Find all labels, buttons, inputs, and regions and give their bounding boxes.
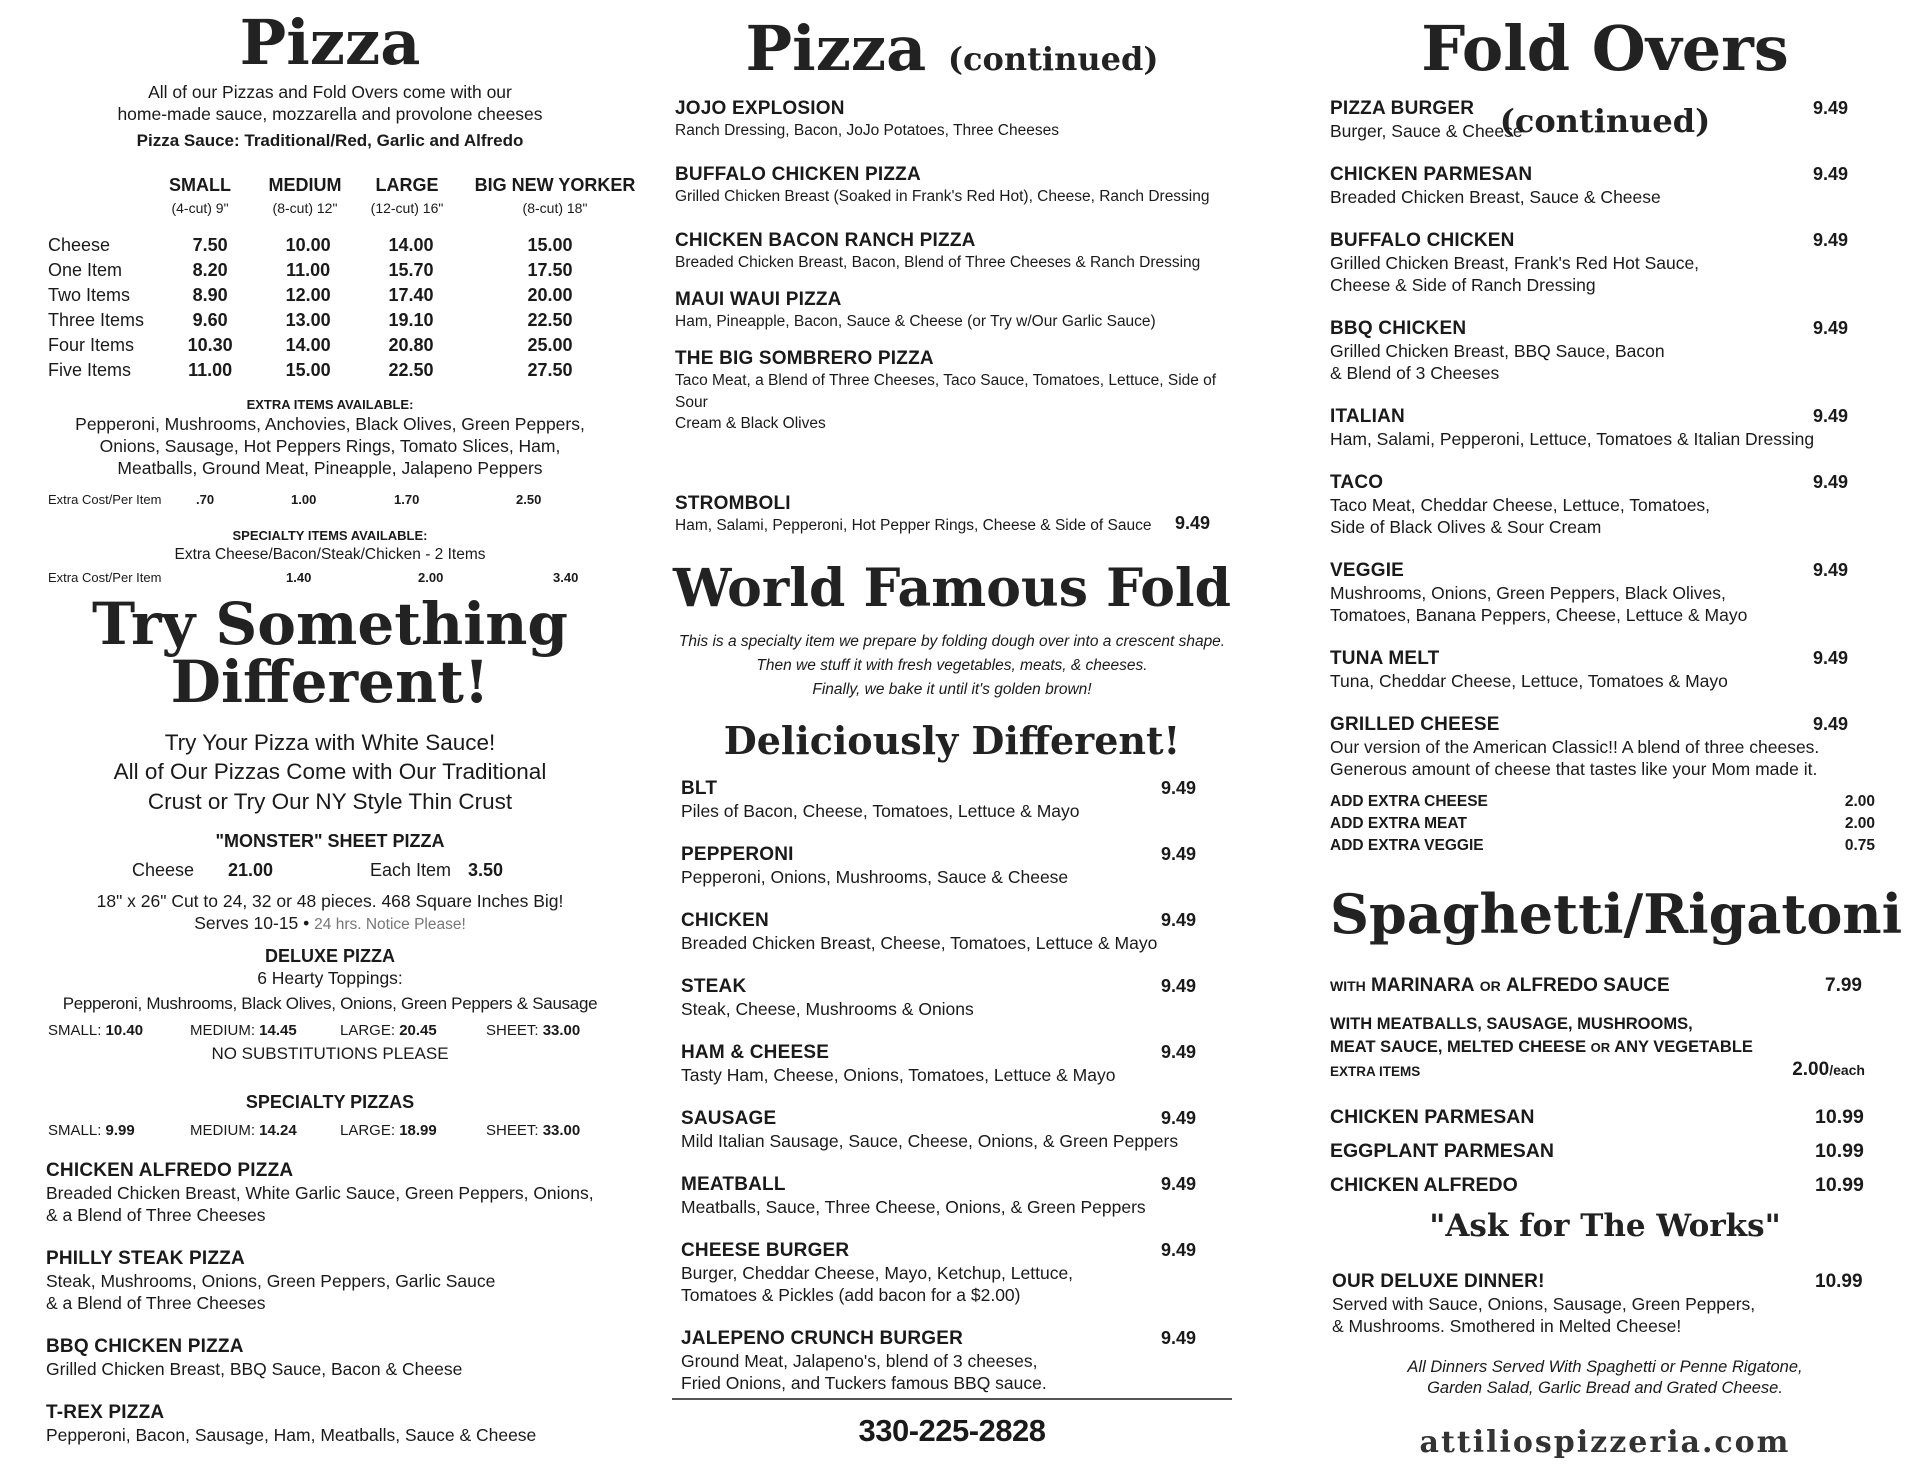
fold-over-item	[1330, 714, 1848, 802]
item-desc: & a Blend of Three Cheeses	[46, 1293, 266, 1314]
dinner-price: 10.99	[1815, 1174, 1864, 1196]
fold-list	[681, 778, 1196, 1394]
item-name: VEGGIE	[1330, 560, 1405, 581]
item-desc: & a Blend of Three Cheeses	[46, 1205, 266, 1226]
item-name: HAM & CHEESE	[681, 1042, 830, 1063]
item-desc: Side of Black Olives & Sour Cream	[1330, 517, 1602, 538]
price-cell: 14.00	[388, 235, 434, 255]
item-desc: Grilled Chicken Breast (Soaked in Frank's Red Hot), Cheese, Ranch Dressing	[675, 188, 1210, 205]
spaghetti-title: Spaghetti/Rigatoni	[1330, 882, 1903, 946]
try-line-1: Try Your Pizza with White Sauce!	[164, 730, 496, 755]
dinner-price: 10.99	[1815, 1140, 1864, 1162]
try-copy	[40, 728, 620, 816]
item-desc: Pepperoni, Onions, Mushrooms, Sauce & Cheese	[681, 867, 1069, 887]
addon-price: 2.00	[1844, 815, 1875, 832]
item-name: CHICKEN ALFREDO PIZZA	[46, 1160, 294, 1181]
try-line-2: All of Our Pizzas Come with Our Traditional	[113, 759, 547, 785]
fold-intro-line: This is a specialty item we prepare by folding dough over into a crescent shape.	[678, 633, 1226, 650]
size-big-new-yorker	[455, 175, 655, 216]
price-cell: 17.40	[388, 285, 434, 305]
item-price: 9.49	[1160, 910, 1196, 930]
item-name: BUFFALO CHICKEN	[1330, 230, 1515, 251]
dinner-name: EGGPLANT PARMESAN	[1330, 1140, 1554, 1162]
extra-cost-label: Extra Cost/Per Item	[48, 492, 162, 507]
addon-row	[1330, 815, 1875, 837]
size-name: MEDIUM	[268, 175, 342, 195]
item-name: TUNA MELT	[1330, 648, 1440, 669]
fold-intro	[672, 630, 1232, 702]
section-title-pizza-continued: Pizza (continued)	[745, 12, 1159, 85]
deluxe-small: SMALL: 10.40	[48, 1022, 144, 1039]
fold-over-item	[1330, 472, 1848, 560]
pizza-price-table	[48, 233, 640, 383]
specialty-item	[46, 1402, 646, 1452]
extra-cost-big: 2.50	[516, 492, 542, 507]
item-name: MAUI WAUI PIZZA	[675, 289, 842, 310]
price-cell: 25.00	[527, 335, 573, 355]
item-desc: Mild Italian Sausage, Sauce, Cheese, Onions, & Green Peppers	[681, 1131, 1179, 1151]
specialty-cost-large: 2.00	[418, 570, 444, 585]
price-cell: 11.00	[188, 360, 233, 380]
price-row	[48, 258, 640, 283]
specialty-large: LARGE: 18.99	[340, 1122, 437, 1139]
intro-line-1: All of our Pizzas and Fold Overs come with our	[148, 82, 512, 102]
pizza-item	[675, 164, 1245, 230]
addon-list	[1330, 793, 1875, 859]
pizza-continued-list	[675, 98, 1245, 433]
size-small	[155, 175, 245, 216]
item-name: CHICKEN PARMESAN	[1330, 164, 1533, 185]
price-cell: 19.10	[388, 310, 434, 330]
size-name: SMALL	[169, 175, 231, 195]
item-name: STEAK	[681, 976, 747, 997]
item-desc: Ham, Pineapple, Bacon, Sauce & Cheese (or Try w/Our Garlic Sauce)	[675, 313, 1156, 330]
extras-price: 2.00/each	[1792, 1058, 1865, 1080]
fold-over-item	[1330, 648, 1848, 714]
item-desc: Tasty Ham, Cheese, Onions, Tomatoes, Lettuce & Mayo	[681, 1065, 1116, 1085]
item-desc: & Blend of 3 Cheeses	[1330, 363, 1500, 384]
price-row	[48, 358, 640, 383]
item-name: BUFFALO CHICKEN PIZZA	[675, 164, 921, 185]
item-desc: Steak, Cheese, Mushrooms & Onions	[681, 999, 974, 1019]
specialty-item-list	[46, 1160, 646, 1452]
try-something-title	[40, 590, 620, 716]
item-name: BBQ CHICKEN PIZZA	[46, 1336, 244, 1357]
price-cell: 10.30	[187, 335, 233, 355]
price-row-label: Three Items	[48, 310, 145, 330]
item-desc: Cream & Black Olives	[675, 415, 826, 433]
item-desc: & Mushrooms. Smothered in Melted Cheese!	[1332, 1316, 1682, 1337]
item-price: 9.49	[1812, 318, 1848, 338]
item-desc: Mushrooms, Onions, Green Peppers, Black Olives,	[1330, 583, 1726, 603]
item-name: TACO	[1330, 472, 1384, 493]
item-price: 9.49	[1160, 1328, 1196, 1348]
item-desc: Burger, Cheddar Cheese, Mayo, Ketchup, Lettuce,	[681, 1263, 1074, 1283]
price-row	[48, 308, 640, 333]
item-price: 9.49	[1812, 472, 1848, 492]
item-desc: Cheese & Side of Ranch Dressing	[1330, 275, 1596, 296]
size-name: LARGE	[375, 175, 439, 195]
fold-over-item	[1330, 318, 1848, 406]
item-price: 9.49	[1812, 164, 1848, 184]
item-name: ITALIAN	[1330, 406, 1405, 427]
price-cell: 9.60	[192, 310, 228, 330]
specialty-items-title: SPECIALTY ITEMS AVAILABLE:	[232, 528, 428, 543]
price-cell: 11.00	[286, 260, 331, 280]
price-cell: 8.20	[192, 260, 228, 280]
price-cell: 15.70	[388, 260, 434, 280]
item-price: 9.49	[1812, 560, 1848, 580]
try-title-line-2: Different!	[170, 648, 490, 716]
fold-item	[681, 778, 1196, 844]
item-desc: Tomatoes, Banana Peppers, Cheese, Lettuce & Mayo	[1330, 605, 1748, 626]
item-name: CHICKEN BACON RANCH PIZZA	[675, 230, 976, 251]
item-name: STROMBOLI	[675, 493, 791, 514]
fold-intro-line: Then we stuff it with fresh vegetables, meats, & cheeses.	[756, 657, 1148, 675]
addon-name: ADD EXTRA CHEESE	[1330, 793, 1488, 810]
price-cell: 15.00	[527, 235, 573, 255]
item-price: 9.49	[1812, 648, 1848, 668]
item-desc: Served with Sauce, Onions, Sausage, Green Peppers,	[1332, 1294, 1756, 1314]
extras-line: EXTRA ITEMS 2.00/each	[1330, 1060, 1875, 1083]
dinner-note-line: Garden Salad, Garlic Bread and Grated Cheese.	[1427, 1379, 1783, 1398]
deluxe-line-2: Pepperoni, Mushrooms, Black Olives, Onions, Green Peppers & Sausage	[62, 994, 598, 1013]
fold-item	[681, 1328, 1196, 1394]
fold-over-item	[1330, 164, 1848, 230]
price-cell: 7.50	[192, 235, 228, 255]
price-row	[48, 233, 640, 258]
specialty-item	[46, 1160, 646, 1248]
item-price: 9.49	[1812, 98, 1848, 118]
monster-each-label: Each Item	[370, 860, 452, 880]
item-price: 9.49	[1812, 714, 1848, 734]
item-desc: Breaded Chicken Breast, Sauce & Cheese	[1330, 187, 1661, 207]
fold-item	[681, 1240, 1196, 1328]
fold-over-item	[1330, 406, 1848, 472]
item-name: JALEPENO CRUNCH BURGER	[681, 1328, 964, 1349]
deluxe-medium: MEDIUM: 14.45	[190, 1022, 297, 1039]
phone-number: 330-225-2828	[858, 1413, 1046, 1448]
extra-items-line-2: Onions, Sausage, Hot Peppers Rings, Tomato Slices, Ham,	[99, 436, 561, 456]
item-name: BBQ CHICKEN	[1330, 318, 1467, 339]
size-cut: (8-cut) 18"	[522, 200, 588, 216]
fold-item	[681, 1042, 1196, 1108]
monster-each-price: 3.50	[468, 860, 504, 880]
try-title-line-1: Try Something	[92, 590, 568, 658]
item-name: BLT	[681, 778, 718, 799]
monster-cheese-price: 21.00	[228, 860, 274, 880]
size-cut: (8-cut) 12"	[272, 200, 338, 216]
item-desc: Ground Meat, Jalapeno's, blend of 3 cheeses,	[681, 1351, 1038, 1371]
price-cell: 13.00	[285, 310, 331, 330]
dinner-row	[1330, 1174, 1870, 1208]
price-cell: 17.50	[527, 260, 573, 280]
price-row-label: Two Items	[48, 285, 131, 305]
item-name: CHICKEN	[681, 910, 769, 931]
item-name: PIZZA BURGER	[1330, 98, 1475, 119]
extra-cost-large: 1.70	[394, 492, 420, 507]
fold-over-item	[1330, 560, 1848, 648]
extra-cost-small: .70	[196, 492, 215, 507]
item-price: 9.49	[1160, 1108, 1196, 1128]
specialty-item	[46, 1248, 646, 1336]
item-desc: Grilled Chicken Breast, BBQ Sauce, Bacon	[1330, 341, 1665, 361]
item-desc: Ham, Salami, Pepperoni, Lettuce, Tomatoes & Italian Dressing	[1330, 429, 1815, 449]
world-famous-fold-title: World Famous Fold	[673, 558, 1231, 619]
price-cell: 20.00	[527, 285, 573, 305]
website[interactable]: attiliospizzeria.com	[1419, 1425, 1791, 1460]
item-desc: Ham, Salami, Pepperoni, Hot Pepper Rings, Cheese & Side of Sauce	[675, 517, 1152, 534]
price-cell: 14.00	[285, 335, 331, 355]
dinner-note-line: All Dinners Served With Spaghetti or Penne Rigatone,	[1407, 1358, 1803, 1376]
extra-items-title: EXTRA ITEMS AVAILABLE:	[246, 397, 414, 412]
price-row-label: Five Items	[48, 360, 132, 380]
dinner-list	[1330, 1106, 1870, 1208]
fold-item	[681, 844, 1196, 910]
price-cell: 22.50	[527, 310, 573, 330]
price-cell: 27.50	[527, 360, 573, 380]
item-desc: Steak, Mushrooms, Onions, Green Peppers, Garlic Sauce	[46, 1271, 496, 1291]
item-desc: Taco Meat, Cheddar Cheese, Lettuce, Tomatoes,	[1330, 495, 1711, 515]
try-line-3: Crust or Try Our NY Style Thin Crust	[147, 788, 513, 814]
addon-row	[1330, 793, 1875, 815]
item-desc: Breaded Chicken Breast, Cheese, Tomatoes, Lettuce & Mayo	[681, 933, 1158, 953]
addon-price: 2.00	[1844, 793, 1875, 810]
price-cell: 20.80	[388, 335, 434, 355]
item-price: 9.49	[1160, 778, 1196, 798]
specialty-item	[46, 1336, 646, 1402]
size-cut: (4-cut) 9"	[171, 200, 229, 216]
specialty-sheet: SHEET: 33.00	[486, 1122, 581, 1139]
monster-serves: Serves 10-15 •	[194, 913, 310, 933]
monster-cheese-label: Cheese	[132, 860, 195, 880]
item-desc: Grilled Chicken Breast, Frank's Red Hot Sauce,	[1330, 253, 1700, 273]
item-desc: Generous amount of cheese that tastes like your Mom made it.	[1330, 759, 1818, 780]
specialty-pizzas-title: SPECIALTY PIZZAS	[245, 1092, 415, 1112]
size-name: BIG NEW YORKER	[474, 175, 636, 195]
item-desc: Our version of the American Classic!! A blend of three cheeses.	[1330, 737, 1820, 757]
size-medium	[250, 175, 360, 216]
deluxe-sheet: SHEET: 33.00	[486, 1022, 581, 1039]
item-name: SAUSAGE	[681, 1108, 777, 1129]
deluxe-dinner	[1332, 1271, 1872, 1338]
price-row	[48, 333, 640, 358]
item-name: JOJO EXPLOSION	[675, 98, 845, 119]
dinner-note	[1330, 1357, 1880, 1400]
stromboli-item	[675, 493, 1215, 537]
spaghetti-extras	[1330, 1013, 1875, 1083]
deluxe-note: NO SUBSTITUTIONS PLEASE	[211, 1044, 449, 1063]
item-price: 9.49	[1160, 844, 1196, 864]
item-name: PHILLY STEAK PIZZA	[46, 1248, 245, 1269]
price-cell: 8.90	[192, 285, 228, 305]
addon-price: 0.75	[1844, 837, 1875, 854]
item-price: 9.49	[1160, 1240, 1196, 1260]
item-name: GRILLED CHEESE	[1330, 714, 1500, 735]
pizza-sauce-line: Pizza Sauce: Traditional/Red, Garlic and Alfredo	[136, 131, 524, 150]
dinner-name: CHICKEN PARMESAN	[1330, 1106, 1535, 1128]
item-desc: Taco Meat, a Blend of Three Cheeses, Taco Sauce, Tomatoes, Lettuce, Side of Sour	[675, 372, 1217, 411]
spaghetti-sauce-row: WITH MARINARA OR ALFREDO SAUCE 7.99	[1330, 975, 1862, 996]
dinner-price: 10.99	[1815, 1106, 1864, 1128]
divider	[672, 1398, 1232, 1400]
item-price: 9.49	[1812, 406, 1848, 426]
dinner-row	[1330, 1140, 1870, 1174]
deluxe-large: LARGE: 20.45	[340, 1022, 437, 1039]
ask-for-works: "Ask for The Works"	[1429, 1208, 1781, 1244]
specialty-cost-big: 3.40	[553, 570, 579, 585]
size-cut: (12-cut) 16"	[370, 200, 444, 216]
pizza-item	[675, 348, 1245, 433]
item-name: THE BIG SOMBRERO PIZZA	[675, 348, 934, 369]
deliciously-different-title: Deliciously Different!	[723, 718, 1181, 763]
item-name: OUR DELUXE DINNER!	[1332, 1271, 1545, 1292]
item-desc: Grilled Chicken Breast, BBQ Sauce, Bacon & Cheese	[46, 1359, 463, 1379]
fold-over-item	[1330, 98, 1848, 164]
price-cell: 22.50	[388, 360, 434, 380]
extra-items-line-3: Meatballs, Ground Meat, Pineapple, Jalapeno Peppers	[117, 458, 543, 478]
item-price: 10.99	[1815, 1271, 1863, 1292]
fold-over-item	[1330, 230, 1848, 318]
pizza-item	[675, 289, 1245, 348]
deluxe-title: DELUXE PIZZA	[264, 946, 395, 966]
spaghetti-price: 7.99	[1825, 975, 1862, 996]
fold-overs-list	[1330, 98, 1848, 802]
item-name: CHEESE BURGER	[681, 1240, 850, 1261]
specialty-cost-label: Extra Cost/Per Item	[48, 570, 162, 585]
intro-line-2: home-made sauce, mozzarella and provolone cheeses	[117, 104, 543, 124]
item-desc: Tuna, Cheddar Cheese, Lettuce, Tomatoes & Mayo	[1330, 671, 1728, 691]
fold-item	[681, 1108, 1196, 1174]
price-row-label: One Item	[48, 260, 123, 280]
item-name: PEPPERONI	[681, 844, 794, 865]
item-name: MEATBALL	[681, 1174, 786, 1195]
price-cell: 12.00	[285, 285, 331, 305]
monster-notice: 24 hrs. Notice Please!	[314, 916, 466, 933]
addon-row	[1330, 837, 1875, 859]
extras-line: WITH MEATBALLS, SAUSAGE, MUSHROOMS,	[1330, 1015, 1693, 1033]
item-desc: Breaded Chicken Breast, Bacon, Blend of Three Cheeses & Ranch Dressing	[675, 254, 1201, 271]
addon-name: ADD EXTRA VEGGIE	[1330, 837, 1484, 854]
item-desc: Pepperoni, Bacon, Sausage, Ham, Meatballs, Sauce & Cheese	[46, 1425, 537, 1445]
fold-item	[681, 910, 1196, 976]
price-row	[48, 283, 640, 308]
item-price: 9.49	[1175, 513, 1211, 533]
dinner-row	[1330, 1106, 1870, 1140]
item-price: 9.49	[1812, 230, 1848, 250]
item-desc: Meatballs, Sauce, Three Cheese, Onions, & Green Peppers	[681, 1197, 1146, 1217]
item-name: T-REX PIZZA	[46, 1402, 165, 1423]
specialty-cost-medium: 1.40	[286, 570, 312, 585]
pizza-item	[675, 230, 1245, 289]
specialty-items-line: Extra Cheese/Bacon/Steak/Chicken - 2 Items	[174, 546, 486, 563]
dinner-name: CHICKEN ALFREDO	[1330, 1174, 1518, 1196]
monster-title: "MONSTER" SHEET PIZZA	[215, 831, 445, 851]
item-desc: Burger, Sauce & Cheese	[1330, 121, 1523, 141]
item-desc: Ranch Dressing, Bacon, JoJo Potatoes, Three Cheeses	[675, 122, 1059, 139]
fold-item	[681, 1174, 1196, 1240]
item-price: 9.49	[1160, 1042, 1196, 1062]
specialty-medium: MEDIUM: 14.24	[190, 1122, 297, 1139]
price-cell: 15.00	[285, 360, 331, 380]
item-price: 9.49	[1160, 1174, 1196, 1194]
item-price: 9.49	[1160, 976, 1196, 996]
addon-name: ADD EXTRA MEAT	[1330, 815, 1467, 832]
price-row-label: Cheese	[48, 235, 111, 255]
section-title-pizza: Pizza	[239, 6, 421, 79]
monster-line-2	[40, 913, 620, 934]
extra-items-line-1: Pepperoni, Mushrooms, Anchovies, Black Olives, Green Peppers,	[75, 414, 585, 434]
price-row-label: Four Items	[48, 335, 135, 355]
pizza-item	[675, 98, 1245, 164]
extras-line: MEAT SAUCE, MELTED CHEESE OR ANY VEGETABLE	[1330, 1038, 1753, 1057]
item-desc: Piles of Bacon, Cheese, Tomatoes, Lettuce & Mayo	[681, 801, 1080, 821]
fold-intro-line: Finally, we bake it until it's golden brown!	[812, 681, 1092, 699]
item-desc: Breaded Chicken Breast, White Garlic Sauce, Green Peppers, Onions,	[46, 1183, 594, 1203]
monster-line-1: 18" x 26" Cut to 24, 32 or 48 pieces. 468 Square Inches Big!	[96, 891, 564, 911]
item-desc: Fried Onions, and Tuckers famous BBQ sauce.	[681, 1373, 1047, 1394]
extra-cost-medium: 1.00	[291, 492, 317, 507]
fold-item	[681, 976, 1196, 1042]
deluxe-line-1: 6 Hearty Toppings:	[257, 968, 403, 988]
section-title-fold-overs: Fold Overs (continued)	[1421, 12, 1789, 140]
specialty-small: SMALL: 9.99	[48, 1122, 135, 1139]
item-desc: Tomatoes & Pickles (add bacon for a $2.00)	[681, 1285, 1021, 1306]
price-cell: 10.00	[285, 235, 331, 255]
size-large	[352, 175, 462, 216]
size-headers	[40, 175, 640, 221]
